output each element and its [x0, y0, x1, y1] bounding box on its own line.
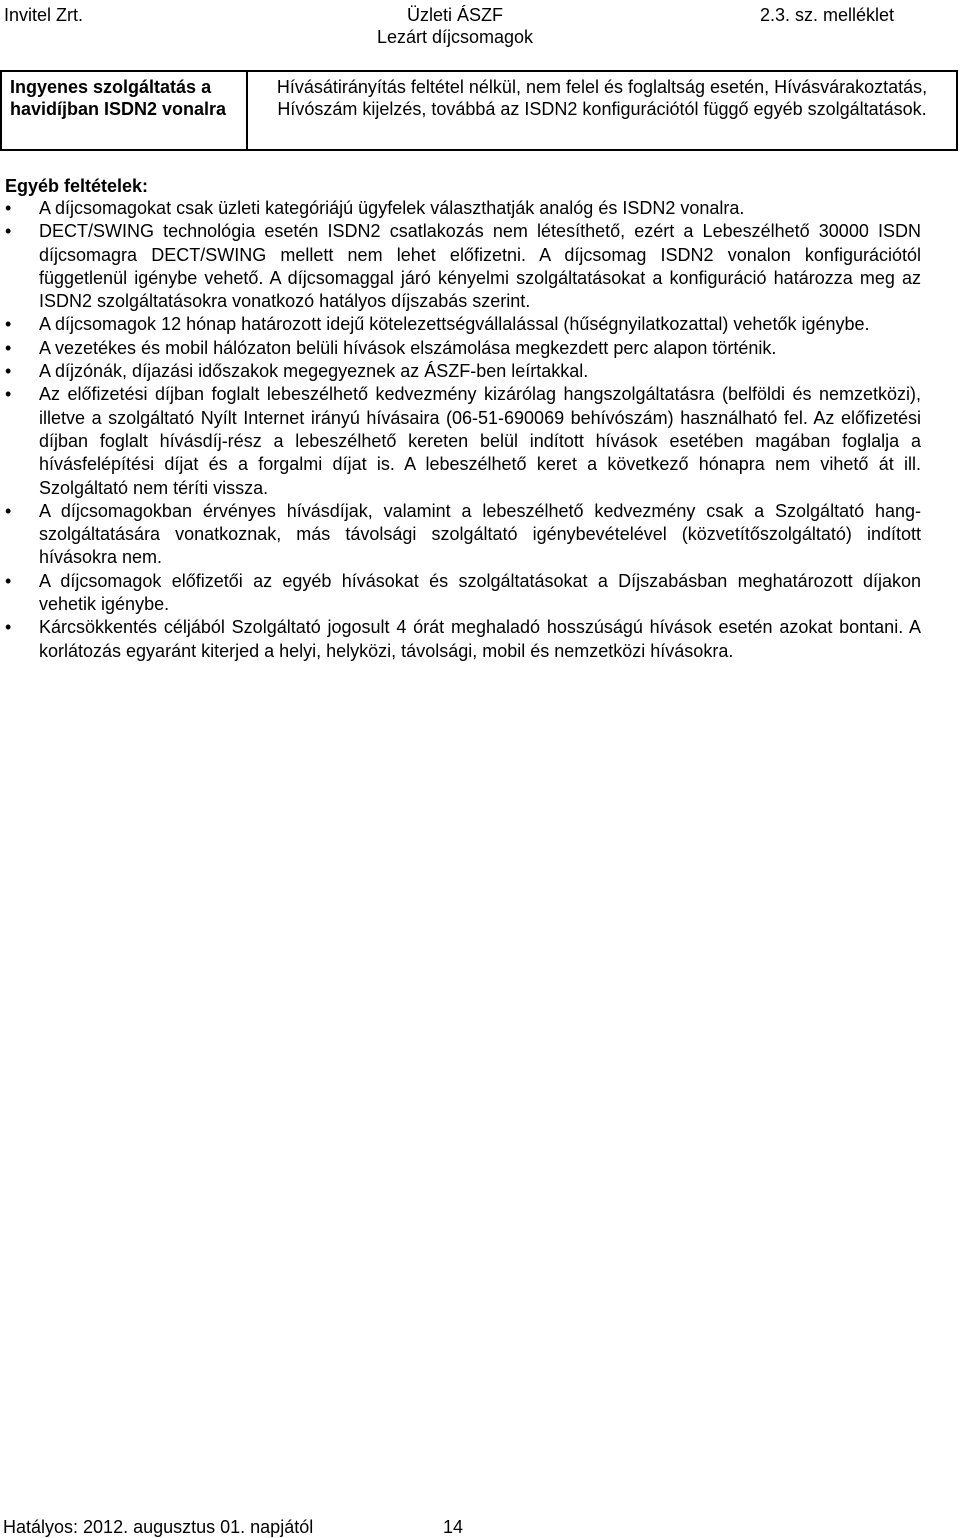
bullet-icon: • [5, 570, 12, 591]
free-services-table [0, 70, 958, 151]
free-services-description: Hívásátirányítás feltétel nélkül, nem felel és foglaltság esetén, Hívásvárakoztatás, Hívószám kijelzés, továbbá az ISDN2 konfigurációtól függő egyéb szolgáltatások. [276, 77, 928, 119]
bullet-icon: • [5, 384, 12, 405]
bullet-icon: • [5, 314, 12, 335]
conditions-list [0, 197, 960, 663]
table-row [1, 71, 957, 150]
effective-date: Hatályos: 2012. augusztus 01. napjától [3, 1517, 314, 1537]
page-number: 14 [443, 1517, 464, 1537]
other-conditions-title: Egyéb feltételek: [5, 176, 149, 196]
list-item-text: A díjzónák, díjazási időszakok megegyeznek az ÁSZF-ben leírtakkal. [39, 361, 589, 382]
company-name: Invitel Zrt. [4, 5, 84, 25]
document-title: Üzleti ÁSZF [406, 5, 503, 25]
list-item [0, 383, 921, 499]
list-item-text: A díjcsomagokat csak üzleti kategóriájú ügyfelek választhatják analóg és ISDN2 vonalra. [39, 198, 745, 218]
list-item [0, 337, 921, 360]
bullet-icon: • [5, 500, 12, 521]
list-item [0, 500, 921, 570]
annex-label: 2.3. sz. melléklet [760, 5, 895, 25]
list-item [0, 616, 921, 663]
list-item-text: A vezetékes és mobil hálózaton belüli hívások elszámolása megkezdett perc alapon történik. [39, 337, 777, 358]
document-subtitle: Lezárt díjcsomagok [376, 27, 534, 47]
list-item-text: A díjcsomagok előfizetői az egyéb hívásokat és szolgáltatásokat a Díjszabásban meghatározott díjakon vehetik igénybe. [39, 570, 921, 615]
list-item-text: A díjcsomagokban érvényes hívásdíjak, valamint a lebeszélhető kedvezmény csak a Szolgáltató hang-szolgáltatására vonatkoznak, más távolsági szolgáltató igénybevételével (közvetítőszolgáltató) indított hívásokra nem. [39, 500, 921, 568]
list-item [0, 570, 921, 617]
bullet-icon: • [5, 617, 12, 638]
bullet-icon: • [5, 337, 12, 358]
free-services-label: Ingyenes szolgáltatás a havidíjban ISDN2 vonalra [1, 71, 247, 150]
list-item-text: Kárcsökkentés céljából Szolgáltató jogosult 4 órát meghaladó hosszúságú hívások esetén azokat bontani. A korlátozás egyaránt kiterjed a helyi, helyközi, távolsági, mobil és nemzetközi hívásokra. [39, 617, 921, 661]
bullet-icon: • [5, 361, 12, 382]
list-item-text: A díjcsomagok 12 hónap határozott idejű kötelezettségvállalással (hűségnyilatkozattal) vehetők igénybe. [39, 314, 870, 335]
bullet-icon: • [5, 198, 12, 218]
list-item-text: Az előfizetési díjban foglalt lebeszélhető kedvezmény kizárólag hangszolgáltatásra (belföldi és nemzetközi), illetve a szolgáltató Nyílt Internet irányú hívásaira (06-51-690069 behívószám) használható fel. Az előfizetési díjban foglalt hívásdíj-rész a lebeszélhető kereten belül indított hívások esetében magában foglalja a hívásfelépítési díjat és a forgalmi díjat is. A lebeszélhető keret a következő hónapra nem vihető át ill. Szolgáltató nem téríti vissza. [39, 384, 921, 498]
page-header [0, 2, 960, 48]
list-item [0, 220, 921, 313]
list-item [0, 360, 921, 383]
list-item-text: DECT/SWING technológia esetén ISDN2 csatlakozás nem létesíthető, ezért a Lebeszélhető 30000 ISDN díjcsomagra DECT/SWING mellett nem lehet előfizetni. A díjcsomag ISDN2 vonalon konfigurációtól függetlenül igénybe vehető. A díjcsomaggal járó kényelmi szolgáltatásokat a konfiguráció határozza meg az ISDN2 szolgáltatásokra vonatkozó hatályos díjszabás szerint. [39, 221, 921, 312]
list-item [0, 313, 921, 336]
list-item [0, 197, 921, 220]
bullet-icon: • [5, 221, 12, 242]
